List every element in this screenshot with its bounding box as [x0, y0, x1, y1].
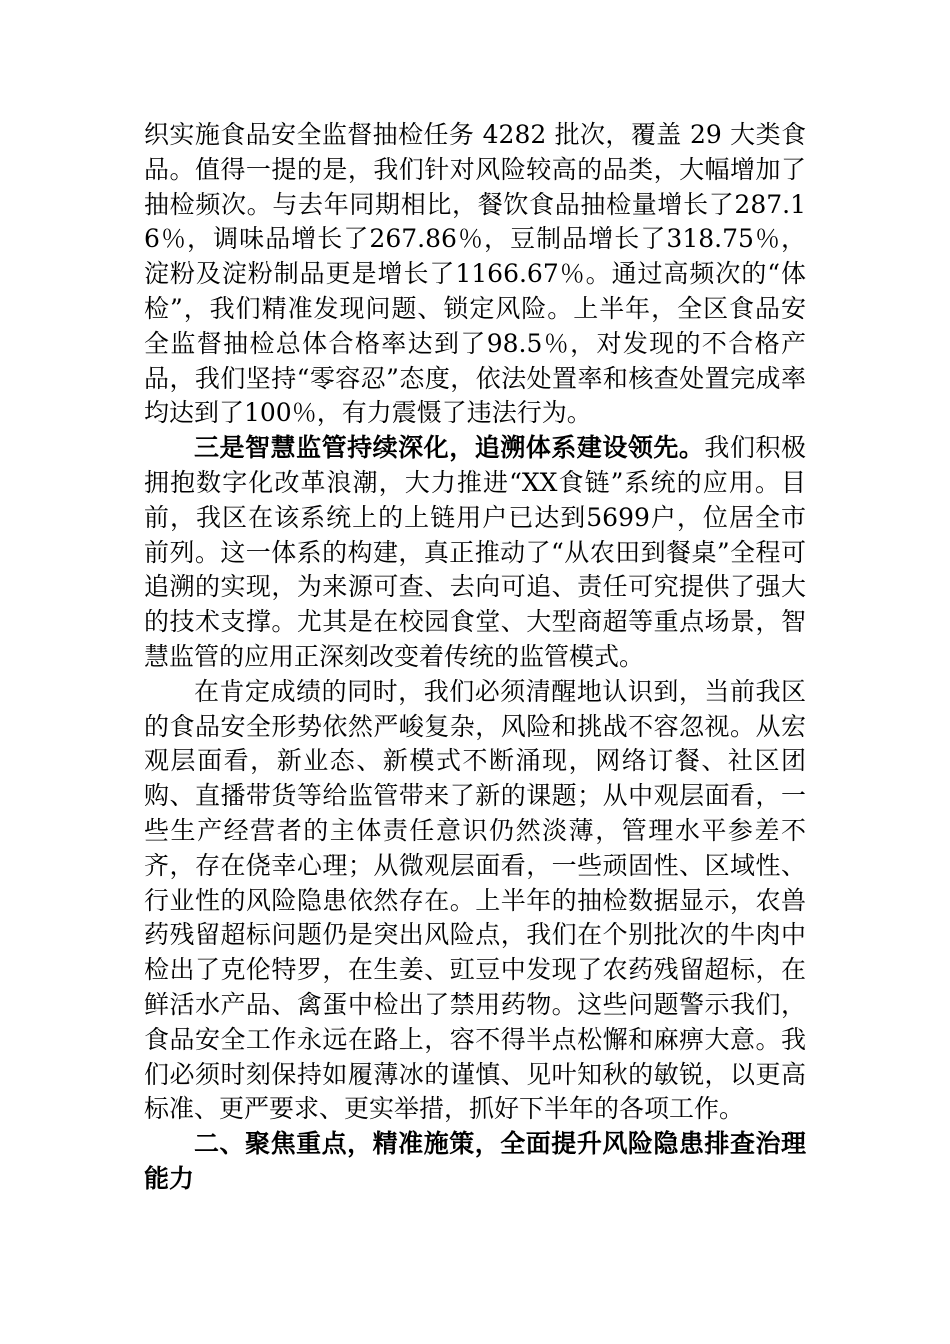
- paragraph-sampling-results: 织实施食品安全监督抽检任务 4282 批次，覆盖 29 大类食品。值得一提的是，我们针对风险较高的品类，大幅增加了抽检频次。与去年同期相比，餐饮食品抽检量增长了287.16％，调味品增长了267.86％，豆制品增长了318.75％，淀粉及淀粉制品更是增长了1166.67％。通过高频次的“体检”，我们精准发现问题、锁定风险。上半年，全区食品安全监督抽检总体合格率达到了98.5％，对发现的不合格产品，我们坚持“零容忍”态度，依法处置率和核查处置完成率均达到了100％，有力震慑了违法行为。: [144, 120, 806, 428]
- paragraph-risk-situation: 在肯定成绩的同时，我们必须清醒地认识到，当前我区的食品安全形势依然严峻复杂，风险和挑战不容忽视。从宏观层面看，新业态、新模式不断涌现，网络订餐、社区团购、直播带货等给监管带来了新的课题；从中观层面看，一些生产经营者的主体责任意识仍然淡薄，管理水平参差不齐，存在侥幸心理；从微观层面看，一些顽固性、区域性、行业性的风险隐患依然存在。上半年的抽检数据显示，农兽药残留超标问题仍是突出风险点，我们在个别批次的牛肉中检出了克伦特罗，在生姜、豇豆中发现了农药残留超标，在鲜活水产品、禽蛋中检出了禁用药物。这些问题警示我们，食品安全工作永远在路上，容不得半点松懈和麻痹大意。我们必须时刻保持如履薄冰的谨慎、见叶知秋的敏锐，以更高标准、更严要求、更实举措，抓好下半年的各项工作。: [144, 676, 806, 1124]
- paragraph-body-text: 我们积极拥抱数字化改革浪潮，大力推进“XX食链”系统的应用。目前，我区在该系统上的上链用户已达到5699户，位居全市前列。这一体系的构建，真正推动了“从农田到餐桌”全程可追溯的实现，为来源可查、去向可追、责任可究提供了强大的技术支撑。尤其是在校园食堂、大型商超等重点场景，智慧监管的应用正深刻改变着传统的监管模式。: [144, 433, 806, 671]
- document-body: [144, 118, 806, 1197]
- paragraph-smart-supervision: [144, 431, 806, 675]
- paragraph-lead-sentence: 三是智慧监管持续深化，追溯体系建设领先。: [194, 433, 705, 463]
- section-heading: 二、聚焦重点，精准施策，全面提升风险隐患排查治理能力: [144, 1129, 806, 1193]
